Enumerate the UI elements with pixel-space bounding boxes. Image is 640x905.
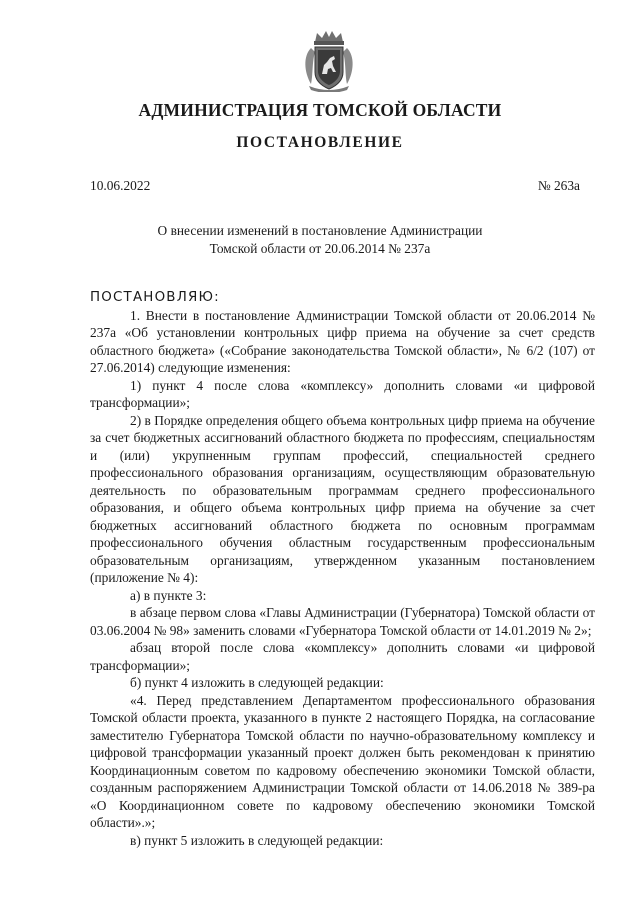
document-date: 10.06.2022 xyxy=(90,178,151,193)
paragraph-9: в) пункт 5 изложить в следующей редакции: xyxy=(130,832,384,848)
paragraph-5: в абзаце первом слова «Главы Администрации (Губернатора) Томской области от 03.06.2004 № 98» заменить словами «Губернатора Томской области от 14.01.2019 № 2»; xyxy=(90,605,595,638)
paragraph-3: 2) в Порядке определения общего объема контрольных цифр приема на обучение за счет бюджетных ассигнований областного бюджета по профессиям, специальностям и (или) укрупненным группам профессий, специальностей среднего профессионального образования организациям, осуществляющим образовательную деятельность по образовательным программам среднего профессионального образования, и общего объема контрольных цифр приема на обучение за счет бюджетных ассигнований областного бюджета по основным программам профессионального обучения областным государственным профессиональным образовательным организациям, утвержденном указанным постановлением (приложение № 4): xyxy=(90,412,595,585)
emblem-foliage-left xyxy=(305,48,315,84)
decree-word: ПОСТАНОВЛЯЮ: xyxy=(90,290,220,305)
subject-line-1: О внесении изменений в постановление Администрации xyxy=(157,223,483,238)
paragraph-1: 1. Внести в постановление Администрации Томской области от 20.06.2014 № 237а «Об установлении контрольных цифр приема на обучение за счет средств областного бюджета» («Собрание законодательства Томской области», № 6/2 (107) от 27.06.2014) следующие изменения: xyxy=(90,307,595,375)
emblem-crown xyxy=(315,31,343,42)
organization-title: АДМИНИСТРАЦИЯ ТОМСКОЙ ОБЛАСТИ xyxy=(138,100,502,120)
document-body xyxy=(90,289,595,849)
paragraph-4: а) в пункте 3: xyxy=(130,587,207,603)
document-number: № 263а xyxy=(537,178,580,193)
paragraph-6: абзац второй после слова «комплексу» дополнить словами «и цифровой трансформации»; xyxy=(90,640,595,673)
paragraph-7: б) пункт 4 изложить в следующей редакции: xyxy=(130,675,384,690)
emblem-foliage-right xyxy=(343,48,353,84)
paragraph-8: «4. Перед представлением Департаментом профессионального образования Томской области проекта, указанного в пункте 2 настоящего Порядка, на согласование заместителю Губернатора Томской области по научно-образовательному комплексу и цифровой трансформации указанный проект должен быть рекомендован к принятию Координационным советом по кадровому обеспечению экономики Томской области, созданным распоряжением Администрации Томской области от 14.06.2018 № 389-ра «О Координационном совете по кадровому обеспечению экономики Томской области».»; xyxy=(90,692,595,830)
paragraph-2: 1) пункт 4 после слова «комплексу» дополнить словами «и цифровой трансформации»; xyxy=(90,377,595,410)
document-type: ПОСТАНОВЛЕНИЕ xyxy=(236,134,404,151)
subject-line-2: Томской области от 20.06.2014 № 237а xyxy=(209,240,431,256)
document-subject xyxy=(0,222,640,257)
coat-of-arms-emblem xyxy=(301,28,357,92)
